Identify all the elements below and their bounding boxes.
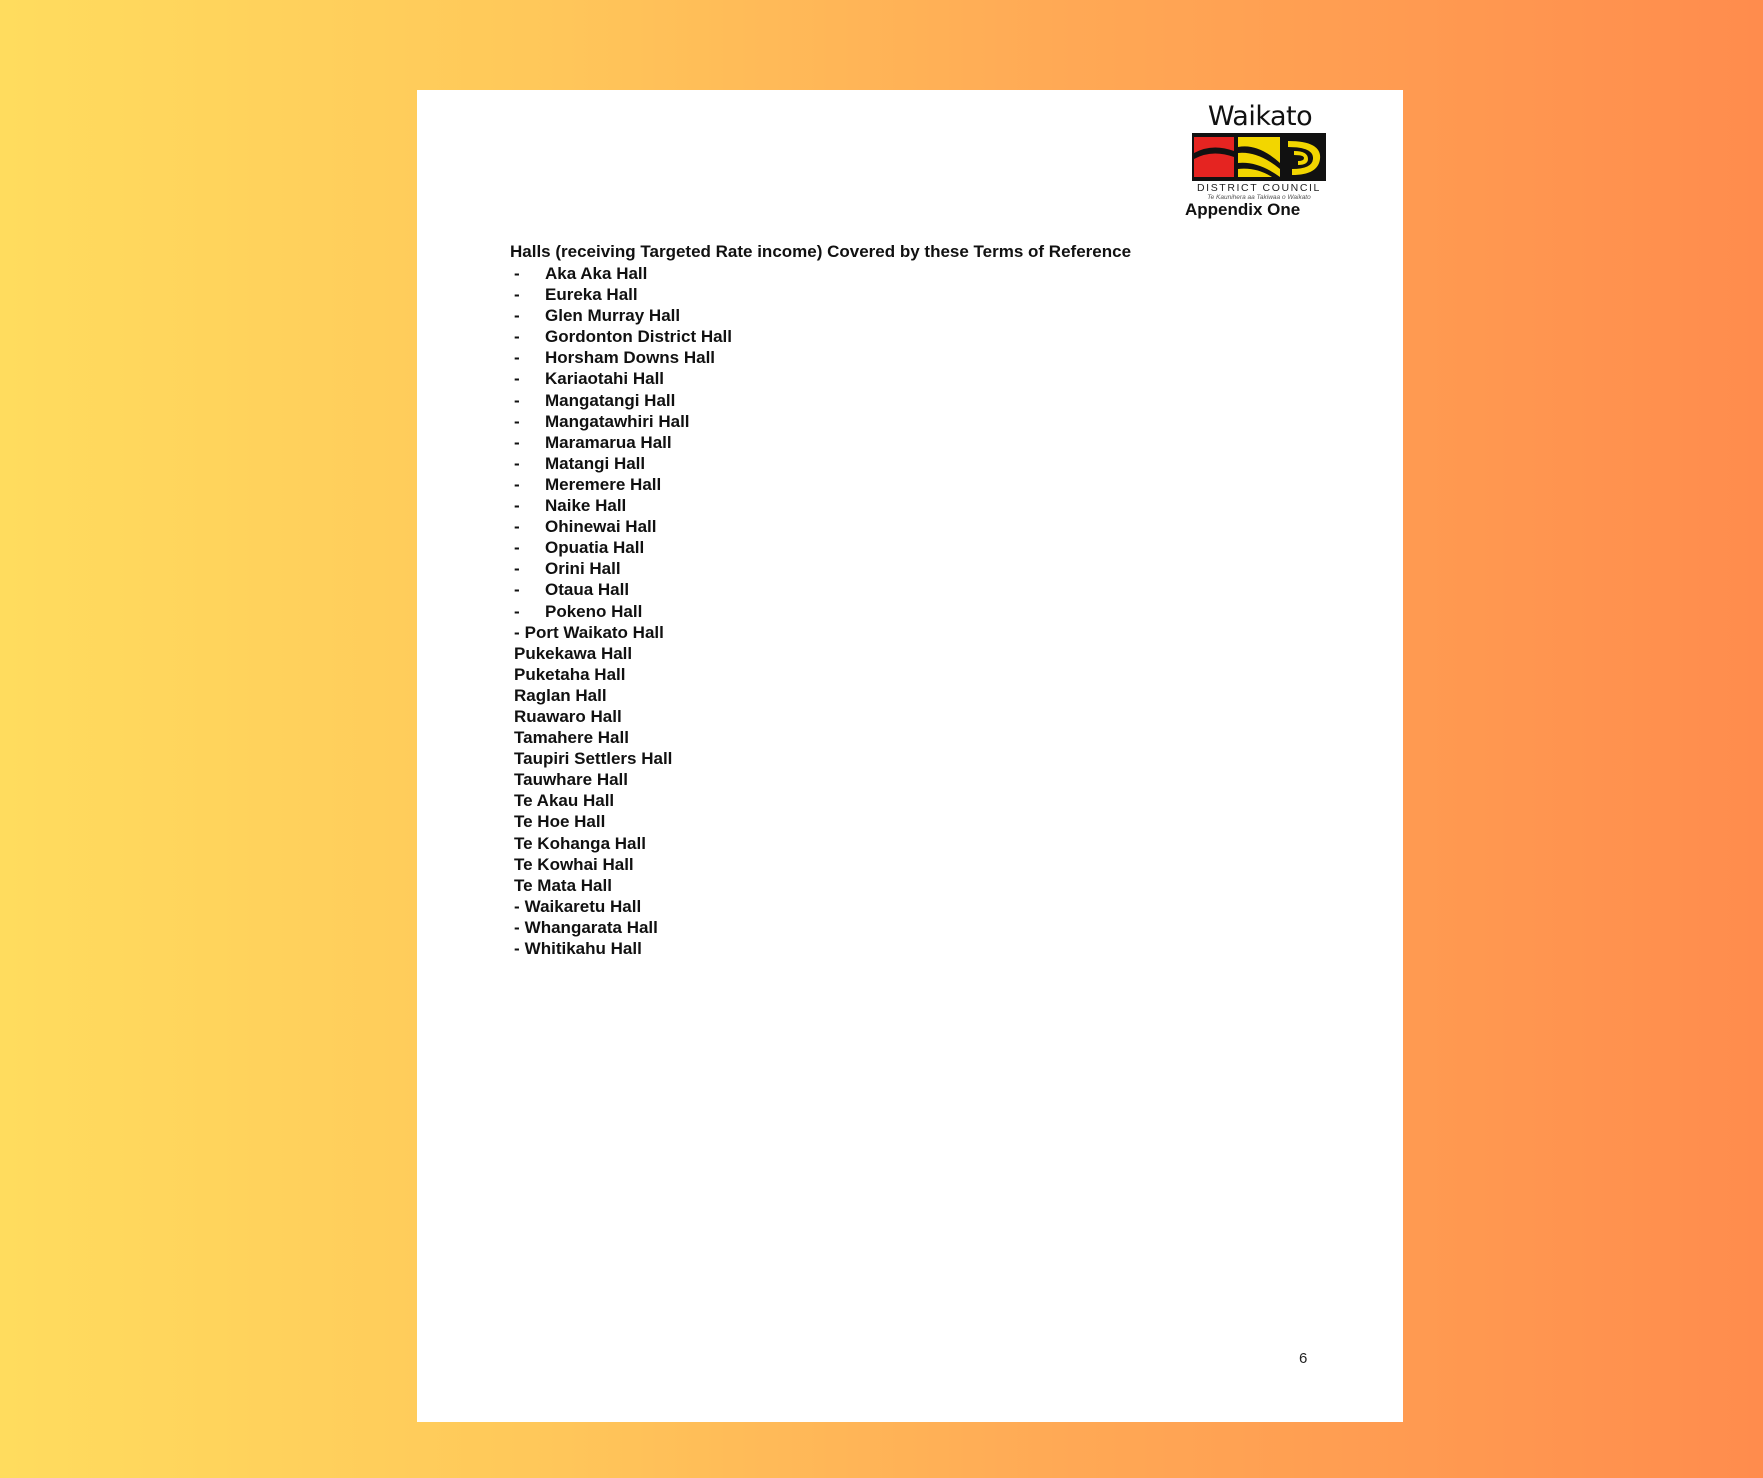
hall-list-item: [510, 875, 732, 896]
hall-name: Ruawaro Hall: [514, 706, 622, 726]
list-dash: -: [514, 327, 520, 347]
list-dash: -: [514, 559, 520, 579]
hall-list: [510, 263, 732, 959]
hall-list-item: [510, 495, 732, 516]
hall-name: Puketaha Hall: [514, 664, 626, 684]
hall-list-item: [510, 474, 732, 495]
logo-subtitle: DISTRICT COUNCIL: [1197, 182, 1321, 194]
hall-name: Opuatia Hall: [545, 538, 645, 558]
list-dash: -: [514, 896, 520, 916]
hall-list-item: [510, 601, 732, 622]
hall-list-item: [510, 622, 732, 643]
section-heading: Halls (receiving Targeted Rate income) Covered by these Terms of Reference: [510, 242, 1132, 261]
hall-name: Otaua Hall: [545, 580, 630, 600]
hall-name: Te Kowhai Hall: [514, 854, 634, 874]
hall-name: Gordonton District Hall: [545, 327, 732, 347]
hall-list-item: [510, 938, 732, 959]
hall-list-item: [510, 811, 732, 832]
hall-name: Port Waikato Hall: [524, 622, 664, 642]
hall-name: Glen Murray Hall: [545, 306, 681, 326]
waikato-district-council-logo: [1192, 101, 1332, 201]
list-dash: -: [514, 580, 520, 600]
list-dash: -: [514, 474, 520, 494]
hall-name: Kariaotahi Hall: [545, 369, 665, 389]
hall-list-item: [510, 432, 732, 453]
hall-name: Orini Hall: [545, 559, 621, 579]
list-dash: -: [514, 306, 520, 326]
hall-list-item: [510, 769, 732, 790]
hall-name: Tauwhare Hall: [514, 770, 628, 790]
hall-list-item: [510, 390, 732, 411]
list-dash: -: [514, 939, 520, 958]
hall-list-item: [510, 790, 732, 811]
logo-mark-icon: [1192, 133, 1326, 181]
list-dash: -: [514, 411, 520, 431]
hall-list-item: [510, 727, 732, 748]
hall-list-item: [510, 664, 732, 685]
hall-list-item: [510, 326, 732, 347]
hall-list-item: [510, 537, 732, 558]
hall-name: Eureka Hall: [545, 285, 638, 305]
hall-name: Naike Hall: [545, 496, 627, 516]
hall-list-item: [510, 516, 732, 537]
hall-name: Waikaretu Hall: [524, 896, 642, 916]
hall-name: Mangatangi Hall: [545, 390, 676, 410]
hall-list-item: [510, 453, 732, 474]
hall-name: Matangi Hall: [545, 453, 646, 473]
list-dash: -: [514, 348, 520, 368]
hall-list-item: [510, 643, 732, 664]
hall-list-item: [510, 305, 732, 326]
hall-name: Whangarata Hall: [524, 917, 658, 937]
hall-name: Te Akau Hall: [514, 791, 615, 811]
hall-name: Ohinewai Hall: [545, 517, 657, 537]
hall-list-item: [510, 579, 732, 600]
hall-list-item: [510, 833, 732, 854]
hall-name: Te Hoe Hall: [514, 812, 606, 832]
hall-list-item: [510, 917, 732, 938]
hall-list-item: [510, 558, 732, 579]
list-dash: -: [514, 369, 520, 389]
hall-name: Taupiri Settlers Hall: [514, 749, 673, 769]
hall-list-item: [510, 896, 732, 917]
hall-name: Pokeno Hall: [545, 601, 643, 621]
hall-name: Maramarua Hall: [545, 432, 672, 452]
hall-name: Te Kohanga Hall: [514, 833, 646, 853]
document-page: [417, 90, 1403, 1422]
list-dash: -: [514, 538, 520, 558]
list-dash: -: [514, 285, 520, 305]
hall-name: Whitikahu Hall: [524, 939, 642, 958]
hall-list-item: [510, 347, 732, 368]
hall-list-item: [510, 748, 732, 769]
hall-name: Te Mata Hall: [514, 875, 612, 895]
list-dash: -: [514, 453, 520, 473]
list-dash: -: [514, 264, 520, 283]
hall-list-item: [510, 411, 732, 432]
appendix-label: Appendix One: [1185, 200, 1301, 219]
hall-list-item: [510, 706, 732, 727]
list-dash: -: [514, 496, 520, 516]
hall-name: Aka Aka Hall: [545, 264, 648, 283]
hall-name: Raglan Hall: [514, 685, 607, 705]
list-dash: -: [514, 601, 520, 621]
hall-list-item: [510, 854, 732, 875]
hall-list-item: [510, 284, 732, 305]
page-number: 6: [1299, 1350, 1308, 1367]
hall-list-item: [510, 685, 732, 706]
logo-tagline: Te Kaunihera aa Takiwaa o Waikato: [1207, 194, 1311, 201]
list-dash: -: [514, 917, 520, 937]
list-dash: -: [514, 432, 520, 452]
hall-name: Horsham Downs Hall: [545, 348, 716, 368]
hall-name: Tamahere Hall: [514, 728, 629, 748]
hall-name: Meremere Hall: [545, 474, 662, 494]
list-dash: -: [514, 390, 520, 410]
hall-list-item: [510, 368, 732, 389]
hall-name: Pukekawa Hall: [514, 643, 633, 663]
hall-name: Mangatawhiri Hall: [545, 411, 690, 431]
list-dash: -: [514, 622, 520, 642]
logo-wordmark: Waikato: [1207, 101, 1313, 132]
hall-list-item: [510, 263, 732, 284]
list-dash: -: [514, 517, 520, 537]
